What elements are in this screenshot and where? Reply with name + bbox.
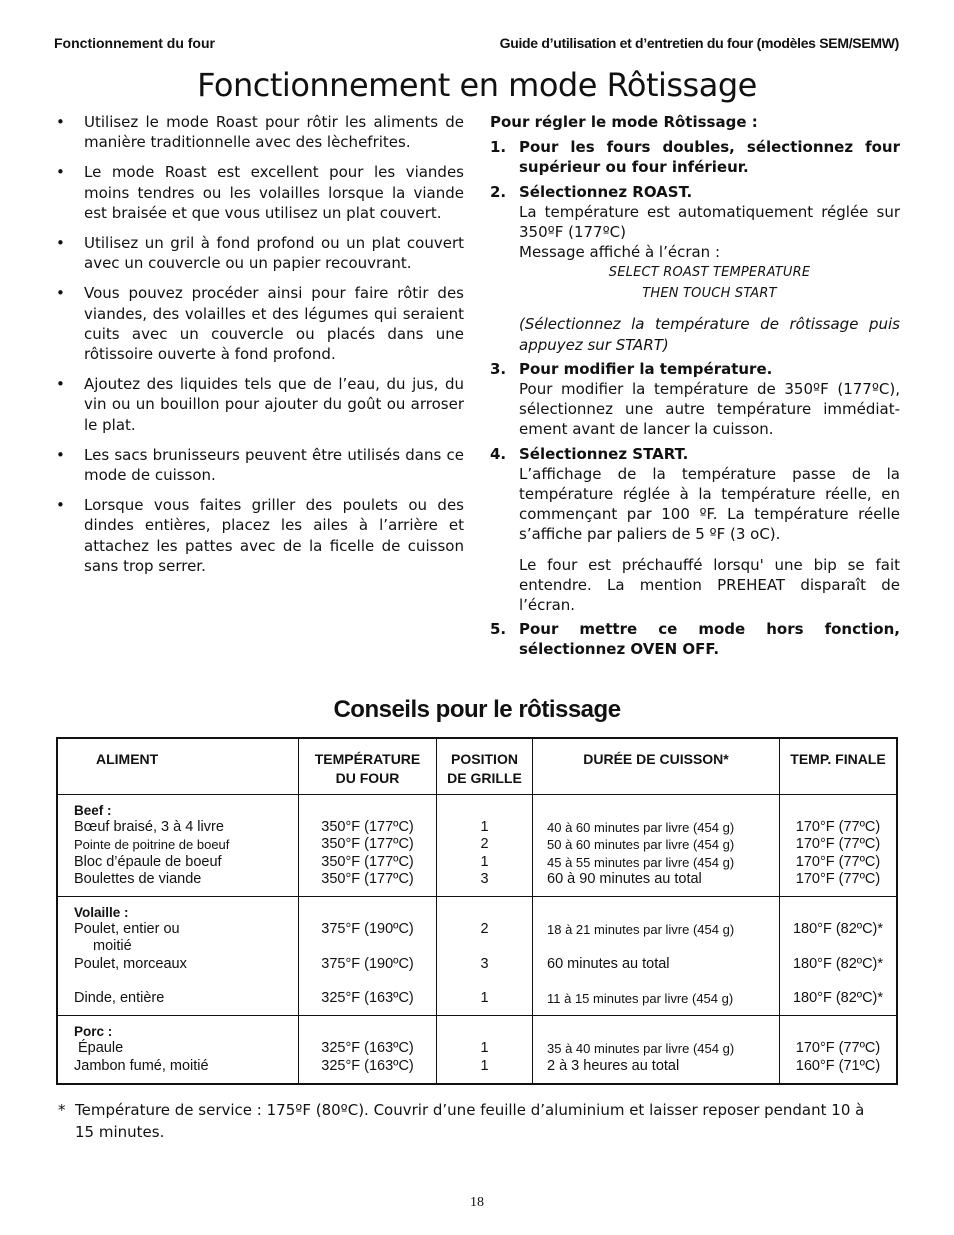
table-cell: 3 <box>480 870 489 887</box>
step-text: La température est automatiquement réglée sur 350ºF (177ºC) <box>519 202 900 242</box>
group-label: Beef : <box>74 803 112 818</box>
table-cell: 325°F (163ºC) <box>321 1040 414 1057</box>
table-cell: 1 <box>480 853 489 870</box>
column-header: TEMPÉRATURE DU FOUR <box>299 738 437 795</box>
table-cell: 325°F (163ºC) <box>321 989 414 1006</box>
table-cell: 350°F (177ºC) <box>321 870 414 887</box>
header-section-title: Fonctionnement du four <box>54 35 215 51</box>
instructions <box>490 112 900 664</box>
group-label: Porc : <box>74 1024 113 1040</box>
list-item: • Vous pouvez procéder ainsi pour faire rôtir des viandes, des volailles et des légumes qui seraient cuits avec un couvercle ou placés dans une rôtissoire ouverte à fond profond. <box>56 284 464 364</box>
step-5: 5. Pour mettre ce mode hors fonction, sélectionnez OVEN OFF. <box>490 620 900 659</box>
footnote <box>58 1099 878 1143</box>
column-header: POSITION DE GRILLE <box>437 738 533 795</box>
step-text: Pour modifier la température de 350ºF (177ºC), sélectionnez une autre température immédiat- ement avant de lancer la cuisson. <box>519 380 900 439</box>
step-title: Sélectionnez START. <box>519 444 689 463</box>
column-header: TEMP. FINALE <box>780 738 898 795</box>
table-cell: 40 à 60 minutes par livre (454 g) <box>547 820 735 836</box>
step-note: (Sélectionnez la température de rôtissage puis appuyez sur START) <box>519 315 900 354</box>
page-number: 18 <box>470 1195 484 1210</box>
step-title: Pour mettre ce mode hors fonction, sélectionnez OVEN OFF. <box>519 620 900 659</box>
table-cell: 170°F (77ºC) <box>795 836 881 853</box>
table-cell: Dinde, entière <box>74 990 165 1007</box>
table-cell: 160°F (71ºC) <box>795 1057 881 1074</box>
table-cell: 180°F (82ºC)* <box>792 955 884 972</box>
table-cell: 2 à 3 heures au total <box>547 1057 680 1074</box>
table-cell: 45 à 55 minutes par livre (454 g) <box>547 854 735 870</box>
step-title: Pour les fours doubles, sélectionnez four supérieur ou four inférieur. <box>519 138 900 177</box>
bullet-icon: • <box>56 496 65 515</box>
step-text: Le four est préchauffé lorsqu' une bip se fait entendre. La mention PREHEAT disparaît de l’écran. <box>519 555 900 615</box>
table-cell: Jambon fumé, moitié <box>74 1057 209 1074</box>
bullet-list <box>56 112 464 586</box>
table-cell: 375°F (190ºC) <box>321 955 414 972</box>
group-label: Volaille : <box>74 905 129 921</box>
step-3: 3. Pour modifier la température. Pour modifier la température de 350ºF (177ºC), sélectionnez une autre température immédiat- ement avant de lancer la cuisson. <box>490 359 900 439</box>
table-cell: 180°F (82ºC)* <box>792 921 884 938</box>
list-item: • Les sacs brunisseurs peuvent être utilisés dans ce mode de cuisson. <box>56 445 464 485</box>
table-cell: moitié <box>93 938 132 955</box>
table-cell: 1 <box>480 819 489 836</box>
table-cell: 3 <box>480 955 489 972</box>
table-cell: 170°F (77ºC) <box>795 1040 881 1057</box>
table-cell: 2 <box>480 836 489 853</box>
bullet-icon: • <box>56 375 65 394</box>
step-title: Pour modifier la température. <box>519 359 773 378</box>
table-cell: 1 <box>480 1057 489 1074</box>
step-1: 1. Pour les fours doubles, sélectionnez four supérieur ou four inférieur. <box>490 138 900 177</box>
table-cell: 350°F (177ºC) <box>321 853 414 870</box>
list-item: • Utilisez le mode Roast pour rôtir les aliments de manière traditionnelle avec des lèchefrites. <box>56 113 464 152</box>
table-cell: 60 à 90 minutes au total <box>547 870 702 887</box>
table-header-row <box>57 738 897 795</box>
bullet-icon: • <box>56 163 65 182</box>
table-cell: 170°F (77ºC) <box>795 819 881 836</box>
table-cell: 180°F (82ºC)* <box>792 989 884 1006</box>
table-cell: 50 à 60 minutes par livre (454 g) <box>547 837 735 853</box>
list-item: • Ajoutez des liquides tels que de l’eau, du jus, du vin ou un bouillon pour ajouter du goût ou arroser le plat. <box>56 375 464 434</box>
table-cell: 18 à 21 minutes par livre (454 g) <box>547 922 735 938</box>
step-2: 2. Sélectionnez ROAST. La température est automatiquement réglée sur 350ºF (177ºC) Message affiché à l’écran : SELECT ROAST TEMPERATURE THEN TOUCH START (Sélectionnez la température de rôtissage puis appuyez sur START) <box>490 182 900 354</box>
bullet-icon: • <box>56 284 65 303</box>
page-title: Fonctionnement en mode Rôtissage <box>197 66 757 104</box>
table-cell: Bœuf braisé, 3 à 4 livre <box>74 819 224 836</box>
column-header: ALIMENT <box>57 738 299 795</box>
table-row-group-volaille <box>57 897 897 1016</box>
bullet-icon: • <box>56 445 65 464</box>
bullet-icon: • <box>56 234 65 253</box>
table-cell: 2 <box>480 921 489 938</box>
footnote-text: Température de service : 175ºF (80ºC). Couvrir d’une feuille d’aluminium et laisser reposer pendant 10 à 15 minutes. <box>75 1101 865 1141</box>
list-item: • Utilisez un gril à fond profond ou un plat couvert avec un couvercle ou un papier recouvrant. <box>56 234 464 273</box>
bullet-icon: • <box>56 113 65 131</box>
table-cell: 60 minutes au total <box>547 955 670 972</box>
table-cell: 350°F (177ºC) <box>321 819 414 836</box>
table-cell: 1 <box>480 1040 489 1057</box>
table-cell: Boulettes de viande <box>74 870 202 887</box>
display-message-line: SELECT ROAST TEMPERATURE <box>608 265 811 281</box>
table-cell: Pointe de poitrine de boeuf <box>74 837 230 853</box>
table-cell: 170°F (77ºC) <box>795 870 881 887</box>
footnote-mark: * <box>58 1101 66 1119</box>
step-4: 4. Sélectionnez START. L’affichage de la température passe de la température réglée à la température réelle, en commençant par 100 ºF. La température réelle s’affiche par paliers de 5 ºF (3 oC). Le four est préchauffé lorsqu' une bip se fait entendre. La mention PREHEAT disparaît de l’écran. <box>490 444 900 615</box>
list-item: • Lorsque vous faites griller des poulets ou des dindes entières, placez les ailes à l’arrière et attachez les pattes avec de la ficelle de cuisson sans trop serrer. <box>56 496 464 575</box>
step-text: Message affiché à l’écran : <box>519 243 721 262</box>
table-row-group-beef <box>57 795 897 897</box>
table-cell: 35 à 40 minutes par livre (454 g) <box>547 1041 735 1057</box>
table-cell: Poulet, morceaux <box>74 955 187 972</box>
table-cell: Épaule <box>78 1040 124 1057</box>
table-cell: 350°F (177ºC) <box>321 836 414 853</box>
table-cell: 375°F (190ºC) <box>321 921 414 938</box>
header-guide-title: Guide d’utilisation et d’entretien du four (modèles SEM/SEMW) <box>499 35 899 51</box>
table-cell: 11 à 15 minutes par livre (454 g) <box>547 990 734 1006</box>
table-cell: Poulet, entier ou <box>74 921 180 938</box>
step-text: L’affichage de la température passe de la température réglée à la température réelle, en commençant par 100 ºF. La température réelle s’affiche par paliers de 5 ºF (3 oC). <box>519 464 900 544</box>
table-row-group-porc <box>57 1016 897 1084</box>
display-message-line: THEN TOUCH START <box>642 286 777 302</box>
column-header: DURÉE DE CUISSON* <box>533 738 780 795</box>
instructions-heading: Pour régler le mode Rôtissage : <box>490 113 758 131</box>
list-item: • Le mode Roast est excellent pour les viandes moins tendres ou les volailles lorsque la viande est braisée et que vous utilisez un plat couvert. <box>56 163 464 222</box>
table-cell: 1 <box>480 989 489 1006</box>
table-title: Conseils pour le rôtissage <box>333 696 621 723</box>
table-cell: 170°F (77ºC) <box>795 853 881 870</box>
table-cell: Bloc d’épaule de boeuf <box>74 853 222 870</box>
step-title: Sélectionnez ROAST. <box>519 182 693 201</box>
roasting-table <box>56 737 898 1085</box>
table-cell: 325°F (163ºC) <box>321 1057 414 1074</box>
